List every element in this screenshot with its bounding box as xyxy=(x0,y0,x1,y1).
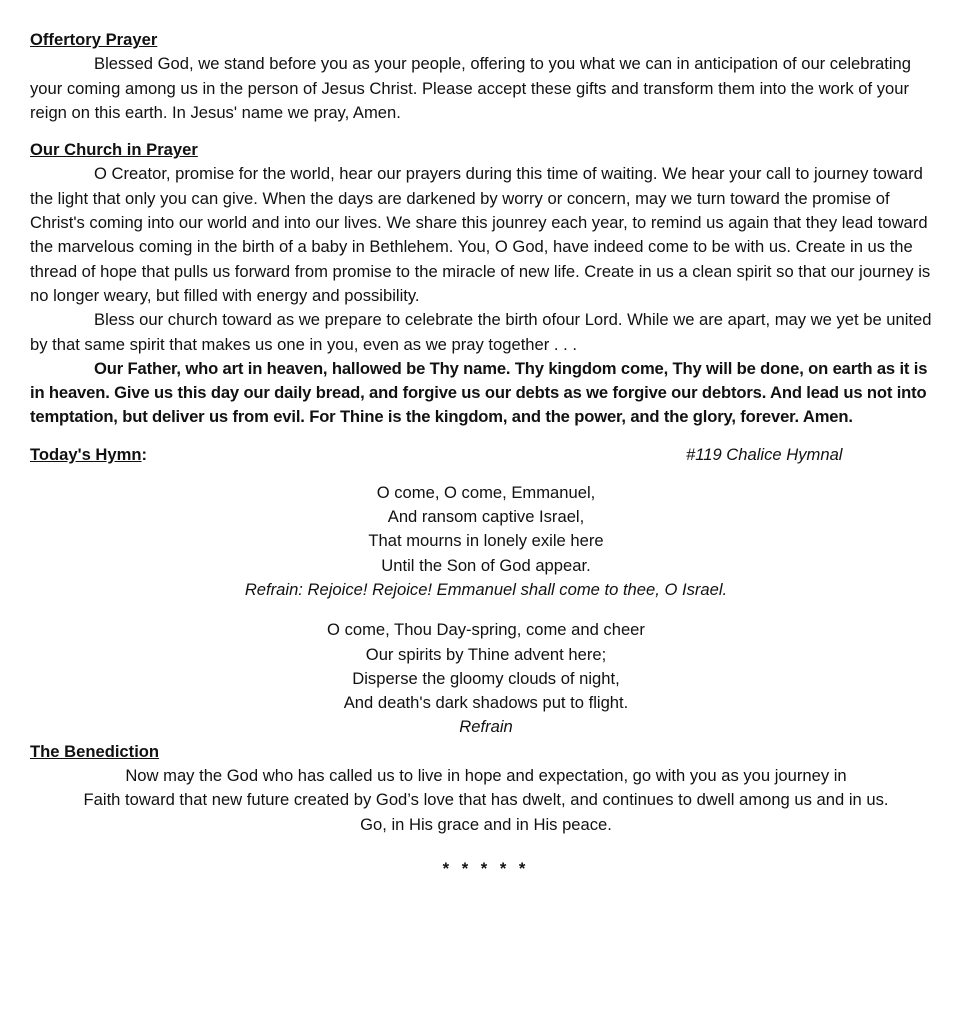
verse-line: That mourns in lonely exile here xyxy=(368,531,604,551)
verse-line: O come, Thou Day-spring, come and cheer xyxy=(327,620,645,640)
benediction-line: Faith toward that new future created by God’s love that has dwelt, and continues to dwell among us and in us. xyxy=(83,790,889,810)
hymn-label-colon: : xyxy=(141,444,148,464)
benediction-line: Now may the God who has called us to live in hope and expectation, go with you as you journey in xyxy=(125,766,847,786)
hymn-refrain: Refrain: Rejoice! Rejoice! Emmanuel shall come to thee, O Israel. xyxy=(244,579,728,599)
hymn-header xyxy=(30,443,942,467)
bulletin-page xyxy=(30,28,942,881)
verse-line: Our spirits by Thine advent here; xyxy=(365,644,607,664)
hymn-label: Today's Hymn xyxy=(30,444,142,464)
church-prayer-heading: Our Church in Prayer xyxy=(30,140,198,160)
church-prayer-paragraph-2: Bless our church toward as we prepare to celebrate the birth ofour Lord. While we are apart, may we yet be united by that same spirit that makes us one in you, even as we pray together . . . xyxy=(30,310,932,354)
church-prayer-paragraph-1: O Creator, promise for the world, hear our prayers during this time of waiting. We hear your call to journey toward the light that only you can give. When the days are darkened by worry or concern, may we turn toward the promise of Christ's coming into our world and into our lives. We share this jounrey each year, to remind us again that they lead toward the marvelous coming in the birth of a baby in Bethlehem. You, O God, have indeed come to be with us. Create in us the thread of hope that pulls us forward from promise to the miracle of new life. Create in us a clean spirit so that our journey is no longer weary, but filled with energy and possibility. xyxy=(30,164,931,305)
verse-line: Disperse the gloomy clouds of night, xyxy=(352,668,620,688)
verse-line: Until the Son of God appear. xyxy=(381,555,591,575)
hymn-verse-1 xyxy=(30,481,942,602)
benediction-heading: The Benediction xyxy=(30,741,160,761)
closing-stars: * * * * * xyxy=(442,858,530,878)
offertory-heading: Offertory Prayer xyxy=(30,30,158,49)
lords-prayer: Our Father, who art in heaven, hallowed be Thy name. Thy kingdom come, Thy will be done, on earth as it is in heaven. Give us this day our daily bread, and forgive us our debts as we forgive our debtors. And lead us not into temptation, but deliver us from evil. For Thine is the kingdom, and the power, and the glory, forever. Amen. xyxy=(30,358,928,427)
benediction-line: Go, in His grace and in His peace. xyxy=(360,814,612,834)
benediction-text xyxy=(30,764,942,837)
verse-line: O come, O come, Emmanuel, xyxy=(376,482,596,502)
verse-line: And ransom captive Israel, xyxy=(387,507,585,527)
offertory-prayer-text: Blessed God, we stand before you as your people, offering to you what we can in anticipation of our celebrating your coming among us in the person of Jesus Christ. Please accept these gifts and transform them into the work of your reign on this earth. In Jesus' name we pray, Amen. xyxy=(30,54,911,122)
verse-line: And death's dark shadows put to flight. xyxy=(343,693,629,713)
hymn-refrain-short: Refrain xyxy=(459,717,513,737)
hymn-reference: #119 Chalice Hymnal xyxy=(686,444,843,464)
hymn-verse-2 xyxy=(30,618,942,739)
